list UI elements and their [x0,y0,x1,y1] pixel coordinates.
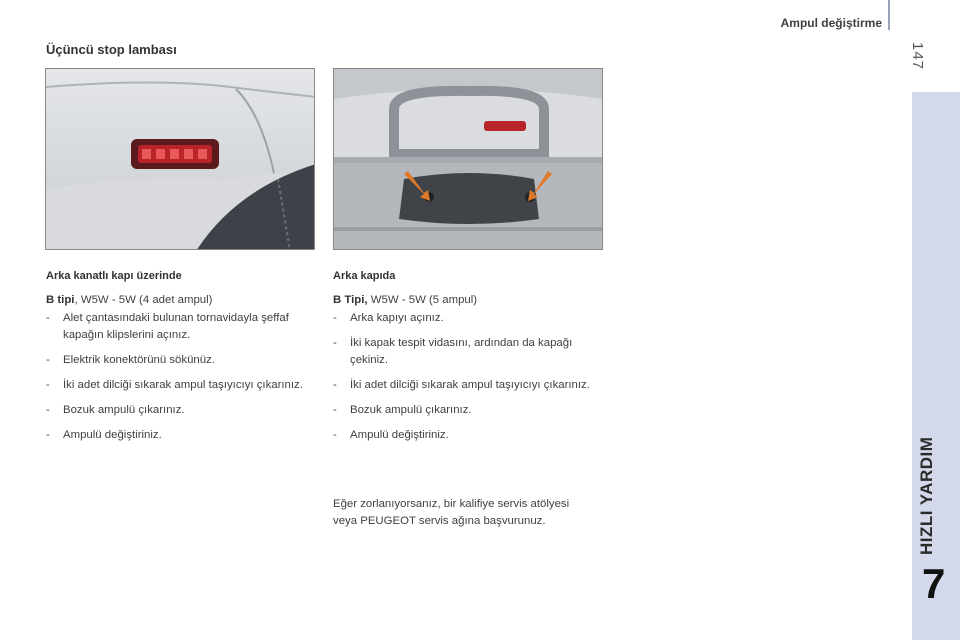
list-item: - Bozuk ampulü çıkarınız. [46,402,316,419]
list-item: - Bozuk ampulü çıkarınız. [333,402,603,419]
list-item: - Arka kapıyı açınız. [333,310,603,327]
brake-light-photo-tailgate [333,68,603,250]
right-heading: Arka kapıda [333,270,396,282]
chapter-label: HIZLI YARDIM [917,436,936,555]
left-type-label: B tipi [46,294,75,306]
list-item: - İki adet dilciği sıkarak ampul taşıyıcıyı çıkarınız. [333,377,603,394]
list-item: - Ampulü değiştiriniz. [46,427,316,444]
left-column [46,268,316,452]
chapter-number: 7 [922,560,946,607]
service-note: Eğer zorlanıyorsanız, bir kalifiye servis atölyesi veya PEUGEOT servis ağına başvurunuz. [333,498,570,527]
chapter-side-tab [912,92,960,640]
right-steps [333,310,603,444]
right-type-value: W5W - 5W (5 ampul) [367,294,478,306]
left-bulb-type [46,292,316,309]
left-steps [46,310,316,444]
right-bulb-type [333,292,603,309]
left-type-value: , W5W - 5W (4 adet ampul) [74,294,213,306]
list-item: - İki kapak tespit vidasını, ardından da kapağı çekiniz. [333,335,603,369]
right-column [333,268,603,452]
section-title: Üçüncü stop lambası [46,42,177,57]
list-item: - Ampulü değiştiriniz. [333,427,603,444]
list-item: - İki adet dilciği sıkarak ampul taşıyıcıyı çıkarınız. [46,377,316,394]
brake-light-photo-wing-door [45,68,315,250]
running-header: Ampul değiştirme [780,16,882,30]
list-item: - Alet çantasındaki bulunan tornavidayla şeffaf kapağın klipslerini açınız. [46,310,316,344]
page-number: 147 [909,42,926,71]
left-heading: Arka kanatlı kapı üzerinde [46,270,182,282]
header-divider [888,0,890,30]
right-type-label: B Tipi, [333,294,368,306]
list-item: - Elektrik konektörünü sökünüz. [46,352,316,369]
